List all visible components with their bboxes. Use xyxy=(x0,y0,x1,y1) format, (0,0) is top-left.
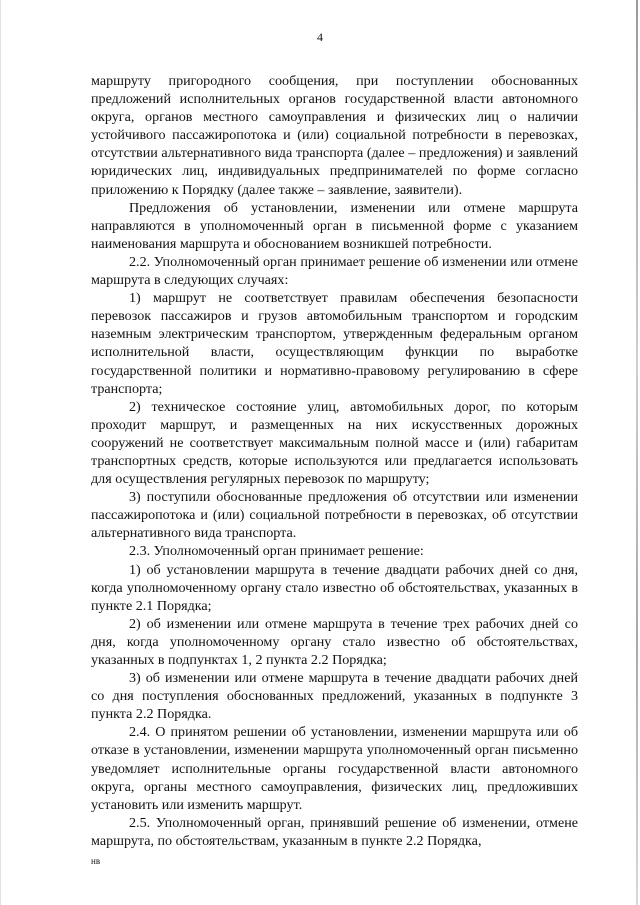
paragraph-2-2-item-2: 2) техническое состояние улиц, автомобильных дорог, по которым проходит маршрут, и размещенных на них искусственных дорожных сооружений не соответствует максимальным полной массе и (или) габаритам транспортных средств, которые используются или предлагается использовать для осуществления регулярных перевозок по маршруту; xyxy=(91,398,578,488)
footer-initials: нв xyxy=(91,856,101,866)
paragraph-2-2-item-3: 3) поступили обоснованные предложения об отсутствии или изменении пассажиропотока и (или) социальной потребности в перевозках, об отсутствии альтернативного вида транспорта. xyxy=(91,489,578,542)
paragraph-2-2: 2.2. Уполномоченный орган принимает решение об изменении или отмене маршрута в следующих случаях: xyxy=(91,253,578,289)
paragraph-2-2-item-1: 1) маршрут не соответствует правилам обеспечения безопасности перевозок пассажиров и грузов автомобильным транспортом и городским наземным электрическим транспортом, утвержденным федеральным органом исполнительной власти, осуществляющим функции по выработке государственной политики и нормативно-правовому регулированию в сфере транспорта; xyxy=(91,290,578,397)
paragraph-2-3-item-3: 3) об изменении или отмене маршрута в течение двадцати рабочих дней со дня поступления обоснованных предложений, указанных в подпункте 3 пункта 2.2 Порядка. xyxy=(91,670,578,723)
scan-left-edge xyxy=(0,0,1,905)
paragraph-2-3: 2.3. Уполномоченный орган принимает решение: xyxy=(129,543,424,560)
paragraph-2-3-item-1: 1) об установлении маршрута в течение двадцати рабочих дней со дня, когда уполномоченному органу стало известно об обстоятельствах, указанных в пункте 2.1 Порядка; xyxy=(91,561,578,614)
paragraph-2-4: 2.4. О принятом решении об установлении, изменении маршрута или об отказе в установлении, изменении маршрута уполномоченный орган письменно уведомляет исполнительные органы государственной власти автономного округа, органы местного самоуправления, физических лиц, предложивших установить или изменить маршрут. xyxy=(91,724,578,813)
paragraph-2-5: 2.5. Уполномоченный орган, принявший решение об изменении, отмене маршрута, по обстоятельствам, указанным в пункте 2.2 Порядка, xyxy=(91,814,578,849)
page-number: 4 xyxy=(317,30,323,44)
paragraph-proposals: Предложения об установлении, изменении или отмене маршрута направляются в уполномоченный орган в письменной форме с указанием наименования маршрута и обоснованием возникшей потребности. xyxy=(91,199,578,252)
scan-right-edge xyxy=(636,0,638,905)
paragraph-2-3-item-2: 2) об изменении или отмене маршрута в течение трех рабочих дней со дня, когда уполномоченному органу стало известно об обстоятельствах, указанных в подпунктах 1, 2 пункта 2.2 Порядка; xyxy=(91,615,578,668)
paragraph-continuation: маршруту пригородного сообщения, при поступлении обоснованных предложений исполнительных органов государственной власти автономного округа, органов местного самоуправления и физических лиц о наличии устойчивого пассажиропотока и (или) социальной потребности в перевозках, отсутствии альтернативного вида транспорта (далее – предложения) и заявлений юридических лиц, индивидуальных предпринимателей по форме согласно приложению к Порядку (далее также – заявление, заявители). xyxy=(91,73,578,198)
document-body xyxy=(91,72,578,850)
